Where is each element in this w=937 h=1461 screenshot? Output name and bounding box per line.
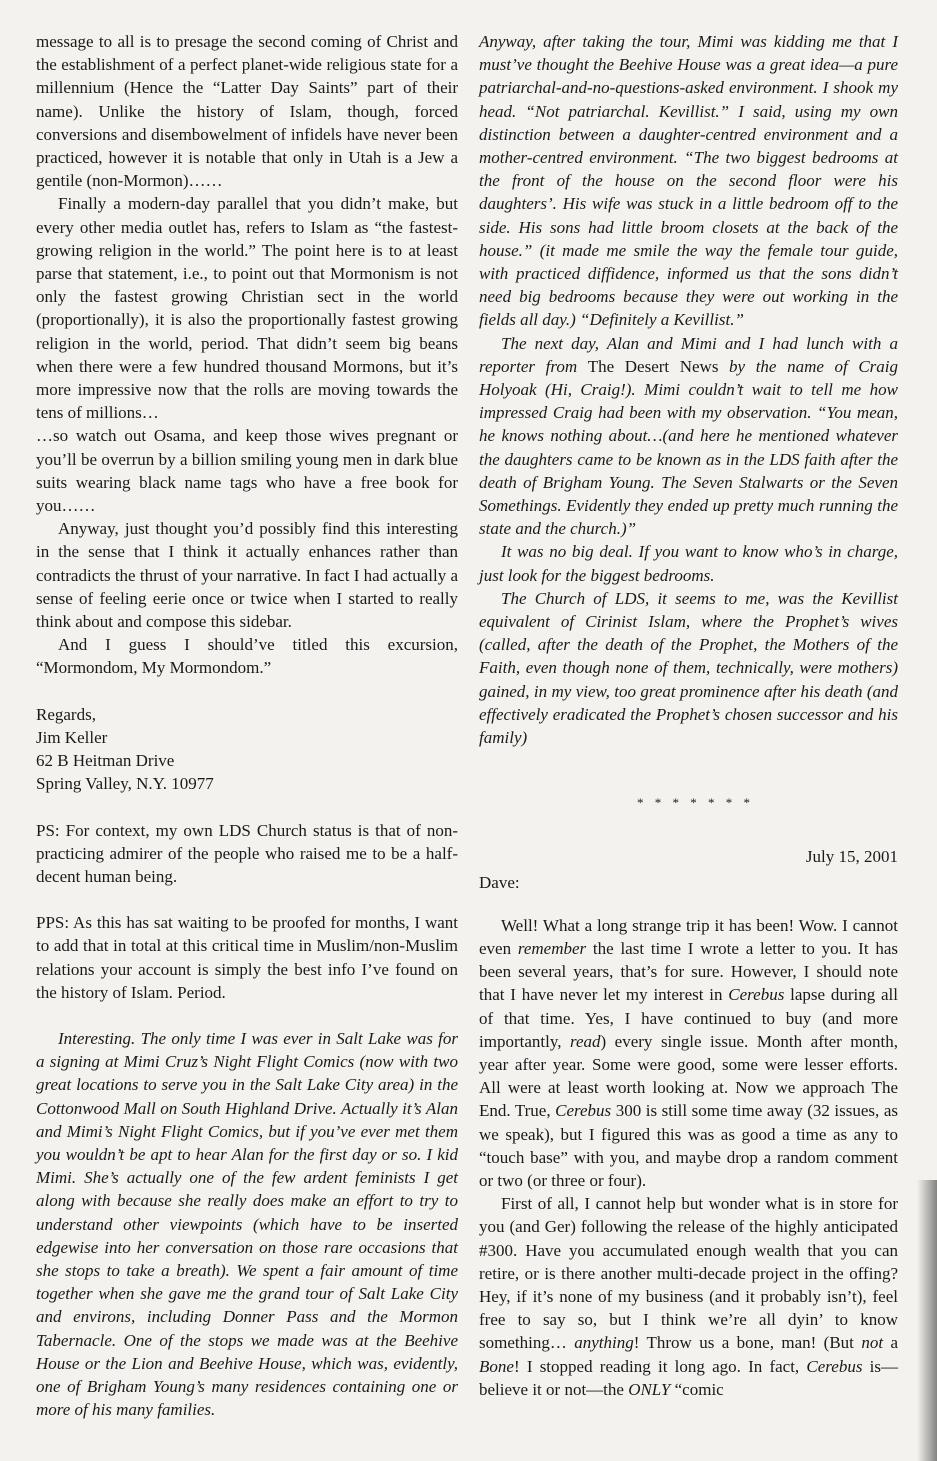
emphasis: remember (517, 938, 587, 958)
section-separator: * * * * * * * (637, 795, 754, 811)
letter-paragraph: Finally a modern-day parallel that you didn’t make, but every other media outlet has, refers to Islam as “the fastest-growing religion in the world.” The point here is to at least parse that statement, i.e., to point out that Mormonism is not only the fastest growing Christian sect in the world (proportionally), it is also the proportionally fastest growing religion in the world, period. That didn’t seem big beans when there were a few hundred thousand Mormons, but it’s more impressive now that the rolls are moving towards the tens of millions… (36, 194, 458, 423)
editor-reply: Interesting. The only time I was ever in Salt Lake was for a signing at Mimi Cruz’s Night Flight Comics (now with two great locations to serve you in the Salt Lake City area) in the Cottonwood Mall on South Highland Drive. Actually it’s Alan and Mimi’s Night Flight Comics, but if you’ve ever met them you wouldn’t be apt to hear Alan for the first day or so. I kid Mimi. She’s actually one of the few ardent feminists I get along with because she really does make an effort to try to understand other viewpoints (which have to be inserted edgewise into her conversation on those rare occasions that she stops to take a breath). We spent a fair amount of time together when she gave me the grand tour of Salt Lake City and environs, including Donner Pass and the Mormon Tabernacle. One of the stops we made was at the Beehive House or the Lion and Beehive House, which was, evidently, one of Brigham Young’s many residences containing one or more of his many families. (36, 1028, 458, 1420)
reply-text: The next day, Alan and Mimi and I had lunch with a reporter from (479, 333, 898, 376)
comic-title: Cerebus (806, 1356, 863, 1376)
letter-date: July 15, 2001 (805, 847, 898, 867)
text-run: the last time I wrote a letter to you. It has been several years, that’s for sure. However, I should note that I have never let my interest in (479, 938, 898, 1005)
text-run: Well! What a long strange trip it has been! Wow. I cannot even (479, 915, 898, 958)
comic-title: Cerebus (728, 985, 785, 1005)
signature-city: Spring Valley, N.Y. 10977 (36, 774, 214, 794)
emphasis: read (569, 1031, 601, 1051)
editor-reply: Anyway, after taking the tour, Mimi was kidding me that I must’ve thought the Beehive House was a great idea—a pure patriarchal-and-no-questions-asked environment. I shook my head. “Not patriarchal. Kevillist.” I said, using my own distinction between a daughter-centred environment and a mother-centred environment. “The two biggest bedrooms at the front of the house on the second floor were his daughters’. His wife was stuck in a little bedroom off to the side. His sons had little broom closets at the back of the house.” (it made me smile the way the female tour guide, with practiced diffidence, informed us that the sons didn’t need big bedrooms because they were out working in the fields all day.) “Definitely a Kevillist.” (479, 32, 898, 330)
emphasis: ONLY (628, 1379, 671, 1399)
page-edge-shadow (917, 1180, 937, 1461)
reply-text: by the name of Craig Holyoak (Hi, Craig!). Mimi couldn’t wait to tell me how impressed Craig had been with my observation. “You mean, he knows nothing about…(and here he mentioned whatever the daughters came to be known as in the LDS faith after the death of Brigham Young. The Seven Stalwarts or the Seven Somethings. Evidently they ended up pretty much running the state and the church.)” (479, 356, 899, 539)
right-column (479, 30, 898, 1401)
letter-paragraph: Anyway, just thought you’d possibly find this interesting in the sense that I think it actually enhances rather than contradicts the thrust of your narrative. In fact I had actually a sense of feeling eerie once or twice when I started to really think about and compose this sidebar. (36, 519, 458, 632)
text-run: 300 is still some time away (32 issues, as we speak), but I figured this was as good a time as any to “touch base” with you, and maybe drop a random comment or two (or three or four). (479, 1101, 898, 1190)
text-run: ! I stopped reading it long ago. In fact, (513, 1356, 807, 1376)
letter-paragraph: And I guess I should’ve titled this excursion, “Mormondom, My Mormondom.” (36, 635, 458, 678)
text-run: lapse during all of that time. Yes, I have continued to buy (and more importantly, (479, 985, 898, 1051)
emphasis: anything (574, 1333, 634, 1353)
left-column (36, 30, 458, 1421)
signature-block (36, 703, 458, 796)
post-postscript: PPS: As this has sat waiting to be proofed for months, I want to add that in total at this critical time in Muslim/non-Muslim relations your account is simply the best info I’ve found on the history of Islam. Period. (36, 913, 458, 1002)
text-run: ) every single issue. Month after month, year after year. Some were good, some were lesser efforts. All were at least worth looking at. Now we approach The End. True, (479, 1031, 898, 1121)
editor-reply (479, 332, 898, 541)
letter-paragraph (479, 914, 898, 1192)
editor-reply: It was no big deal. If you want to know who’s in charge, just look for the biggest bedrooms. (479, 542, 898, 585)
letter-paragraph (479, 1192, 898, 1401)
postscript: PS: For context, my own LDS Church status is that of non-practicing admirer of the people who raised me to be a half-decent human being. (36, 820, 458, 886)
text-run: is—believe it or not—the (479, 1356, 898, 1399)
comic-title: Bone (479, 1356, 514, 1376)
letter-paragraph: message to all is to presage the second coming of Christ and the establishment of a perfect planet-wide religious state for a millennium (Hence the “Latter Day Saints” part of their name). Unlike the history of Islam, though, forced conversions and disembowelment of infidels have never been practiced, however it is notable that only in Utah is a Jew a gentile (non-Mormon)…… (36, 32, 458, 191)
comic-title: Cerebus (555, 1101, 612, 1121)
letter-paragraph: …so watch out Osama, and keep those wives pregnant or you’ll be overrun by a billion smiling young men in dark blue suits wearing black name tags who have a free book for you…… (36, 426, 458, 516)
editor-reply: The Church of LDS, it seems to me, was the Kevillist equivalent of Cirinist Islam, where the Prophet’s wives (called, after the death of the Prophet, the Mothers of the Faith, even though none of them, technically, were mothers) gained, in my view, too great prominence after his death (and effectively eradicated the Prophet’s chosen successor and his family) (479, 588, 898, 748)
emphasis: not (861, 1333, 884, 1353)
signature-name: Jim Keller (36, 727, 108, 747)
text-run: First of all, I cannot help but wonder what is in store for you (and Ger) following the release of the highly anticipated #300. Have you accumulated enough wealth that you can retire, or is there another multi-decade project in the offing? Hey, if it’s none of my business (and it probably isn’t), feel free to say so, but I think we’re all dyin’ to know something… (479, 1194, 898, 1353)
letter-greeting: Dave: (479, 872, 520, 892)
text-run: ! Throw us a bone, man! (But (633, 1333, 862, 1353)
text-run: “comic (670, 1379, 724, 1399)
sign-off: Regards, (36, 704, 96, 724)
newspaper-title: The Desert News (587, 356, 719, 376)
signature-street: 62 B Heitman Drive (36, 751, 175, 771)
text-run: a (883, 1333, 898, 1353)
